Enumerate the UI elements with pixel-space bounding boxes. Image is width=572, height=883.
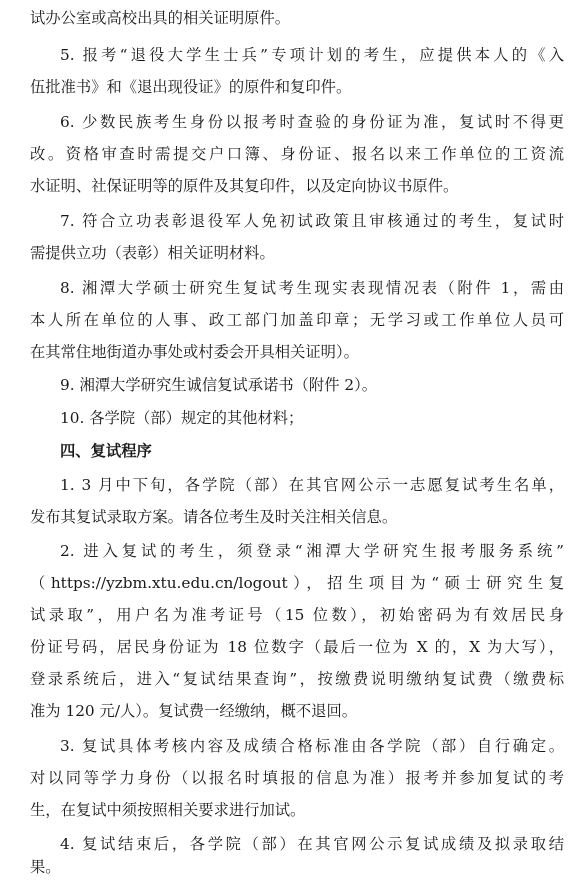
text-line: 试录取”，用户名为准考证号（15 位数），初始密码为有效居民身 bbox=[30, 606, 564, 624]
text-line: 4. 复试结束后，各学院（部）在其官网公示复试成绩及拟录取结 bbox=[60, 835, 564, 853]
section-heading: 四、复试程序 bbox=[60, 442, 152, 460]
text-line: 5. 报考“退役大学生士兵”专项计划的考生，应提供本人的《入 bbox=[60, 46, 564, 64]
text-line: 8. 湘潭大学硕士研究生复试考生现实表现情况表（附件 1，需由 bbox=[60, 279, 564, 297]
text-line: 伍批准书》和《退出现役证》的原件和复印件。 bbox=[30, 78, 352, 96]
text-line: 发布其复试录取方案。请各位考生及时关注相关信息。 bbox=[30, 508, 398, 526]
text-line: 试办公室或高校出具的相关证明原件。 bbox=[30, 9, 291, 27]
text-line: 3. 复试具体考核内容及成绩合格标准由各学院（部）自行确定。 bbox=[60, 737, 564, 755]
text-line: 9. 湘潭大学研究生诚信复试承诺书（附件 2）。 bbox=[60, 376, 378, 394]
text-line: 登录系统后，进入“复试结果查询”，按缴费说明缴纳复试费（缴费标 bbox=[30, 670, 564, 688]
text-line: 改。资格审查时需提交户口簿、身份证、报名以来工作单位的工资流 bbox=[30, 145, 564, 163]
text-line: 7. 符合立功表彰退役军人免初试政策且审核通过的考生，复试时 bbox=[60, 212, 564, 230]
text-line: 本人所在单位的人事、政工部门加盖印章；无学习或工作单位人员可 bbox=[30, 311, 564, 329]
text-line: 准为 120 元/人）。复试费一经缴纳，概不退回。 bbox=[30, 702, 358, 720]
text-line: 在其常住地街道办事处或村委会开具相关证明）。 bbox=[30, 343, 359, 361]
text-line: 需提供立功（表彰）相关证明材料。 bbox=[30, 244, 275, 262]
text-line: 份证号码，居民身份证为 18 位数字（最后一位为 X 的，X 为大写）， bbox=[30, 638, 564, 656]
text-line: 对以同等学力身份（以报名时填报的信息为准）报考并参加复试的考 bbox=[30, 769, 564, 787]
text-line: 10. 各学院（部）规定的其他材料； bbox=[60, 409, 304, 427]
text-line: （https://yzbm.xtu.edu.cn/logout），招生项目为“硕士研究生复 bbox=[30, 574, 564, 592]
text-line: 6. 少数民族考生身份以报考时查验的身份证为准，复试时不得更 bbox=[60, 113, 564, 131]
text-line: 生，在复试中须按照相关要求进行加试。 bbox=[30, 801, 306, 819]
text-line: 水证明、社保证明等的原件及其复印件，以及定向协议书原件。 bbox=[30, 177, 459, 195]
text-line: 2. 进入复试的考生，须登录“湘潭大学研究生报考服务系统” bbox=[60, 542, 564, 560]
text-line: 果。 bbox=[30, 858, 61, 876]
text-line: 1. 3 月中下旬，各学院（部）在其官网公示一志愿复试考生名单， bbox=[60, 476, 564, 494]
